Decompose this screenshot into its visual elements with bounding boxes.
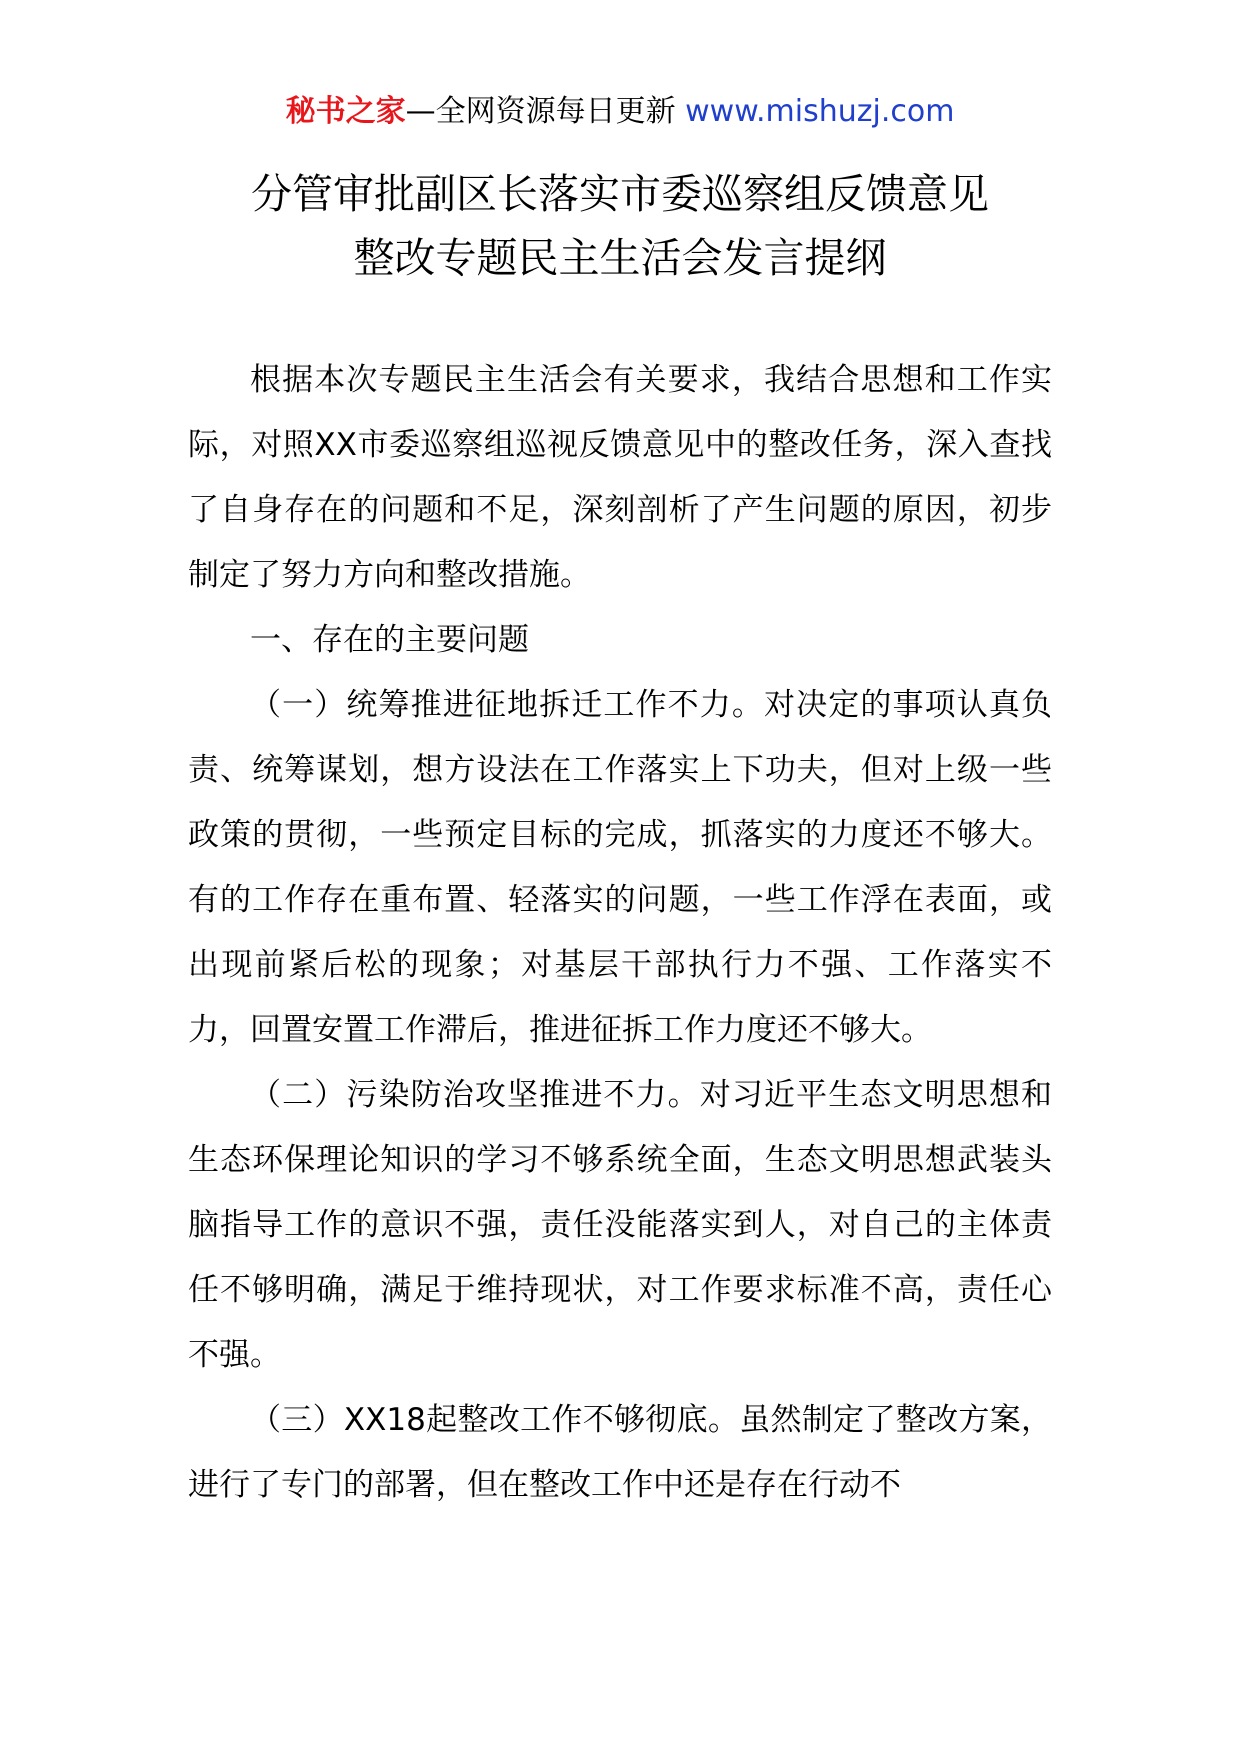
body-paragraph: （三）XX18起整改工作不够彻底。虽然制定了整改方案，进行了专门的部署，但在整改工作中还是存在行动不 — [188, 1402, 1052, 1503]
intro-paragraph: 根据本次专题民主生活会有关要求，我结合思想和工作实际，对照XX市委巡察组巡视反馈意见中的整改任务，深入查找了自身存在的问题和不足，深刻剖析了产生问题的原因，初步制定了努力方向和整改措施。 — [188, 362, 1052, 593]
site-url-link[interactable]: www.mishuzj.com — [685, 94, 955, 129]
title-line-2: 整改专题民主生活会发言提纲 — [353, 234, 887, 282]
body-paragraph: （一）统筹推进征地拆迁工作不力。对决定的事项认真负责、统筹谋划，想方设法在工作落实上下功夫，但对上级一些政策的贯彻，一些预定目标的完成，抓落实的力度还不够大。有的工作存在重布置、轻落实的问题，一些工作浮在表面，或出现前紧后松的现象；对基层干部执行力不强、工作落实不力，回置安置工作滞后，推进征拆工作力度还不够大。 — [188, 687, 1052, 1048]
title-line-1: 分管审批副区长落实市委巡察组反馈意见 — [251, 170, 989, 218]
site-brand: 秘书之家 — [285, 94, 406, 129]
document-body — [188, 348, 1052, 1518]
body-paragraph: （二）污染防治攻坚推进不力。对习近平生态文明思想和生态环保理论知识的学习不够系统全面，生态文明思想武装头脑指导工作的意识不强，责任没能落实到人，对自己的主体责任不够明确，满足于维持现状，对工作要求标准不高，责任心不强。 — [188, 1077, 1052, 1373]
site-header — [0, 92, 1240, 132]
document-title — [0, 162, 1240, 290]
section-heading: 一、存在的主要问题 — [250, 622, 529, 658]
site-tagline: —全网资源每日更新 — [405, 94, 676, 129]
